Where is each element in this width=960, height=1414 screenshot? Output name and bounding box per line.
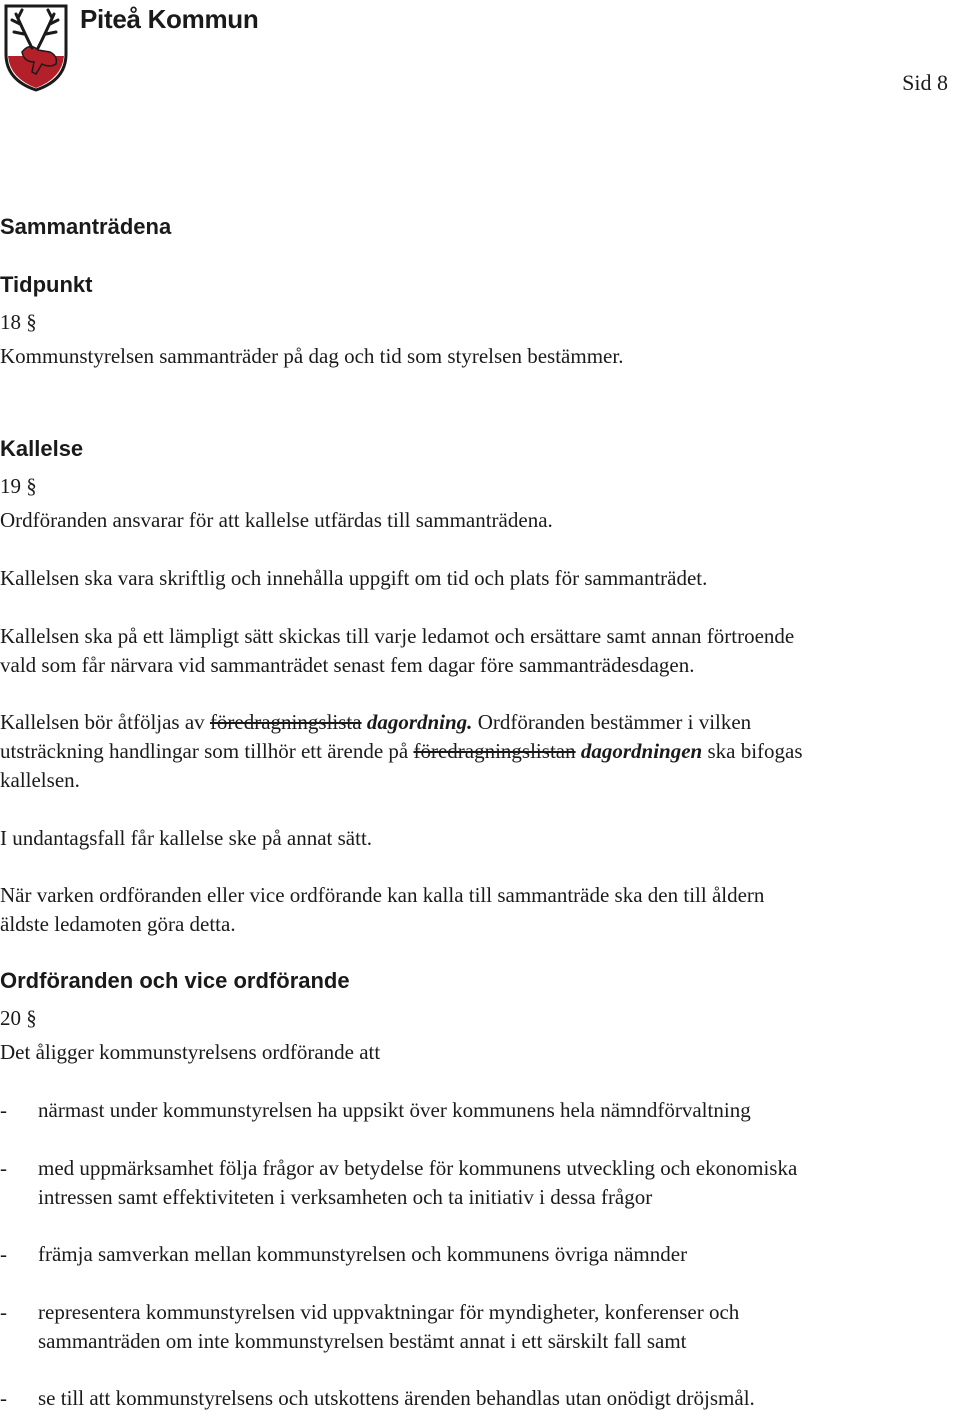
page-number: Sid 8 xyxy=(902,70,948,95)
list-item-text: med uppmärksamhet följa frågor av betydelse för kommunens utveckling och ekonomiska xyxy=(38,1156,798,1180)
paragraph-number: 18 § xyxy=(0,310,37,334)
body-text: När varken ordföranden eller vice ordförande kan kalla till sammanträde ska den till åldern xyxy=(0,883,765,907)
struck-text: föredragningslistan xyxy=(413,739,576,763)
inserted-text: dagordning. xyxy=(361,710,473,734)
body-text: I undantagsfall får kallelse ske på annat sätt. xyxy=(0,826,373,850)
text-run: utsträckning handlingar som tillhör ett ärende på xyxy=(0,739,414,763)
brand-name: Piteå Kommun xyxy=(80,4,259,34)
main-title: Sammanträdena xyxy=(0,214,172,239)
list-item-text: representera kommunstyrelsen vid uppvaktningar för myndigheter, konferenser och xyxy=(38,1300,740,1324)
body-text: Det åligger kommunstyrelsens ordförande att xyxy=(0,1040,381,1064)
text-run: Ordföranden bestämmer i vilken xyxy=(472,710,752,734)
reindeer-coat-of-arms-icon xyxy=(2,2,70,92)
heading-ordforanden: Ordföranden och vice ordförande xyxy=(0,968,350,993)
list-dash: - xyxy=(0,1300,7,1324)
list-item-text: se till att kommunstyrelsens och utskottens ärenden behandlas utan onödigt dröjsmål. xyxy=(38,1386,755,1410)
list-dash: - xyxy=(0,1156,7,1180)
paragraph-number: 20 § xyxy=(0,1006,37,1030)
list-dash: - xyxy=(0,1386,7,1410)
body-text: äldste ledamoten göra detta. xyxy=(0,912,236,936)
list-dash: - xyxy=(0,1098,7,1122)
body-text-amended xyxy=(0,737,958,766)
inserted-text: dagordningen xyxy=(575,739,703,763)
list-item-text: sammanträden om inte kommunstyrelsen bestämt annat i ett särskilt fall samt xyxy=(38,1329,687,1353)
body-text: Kallelsen ska vara skriftlig och innehålla uppgift om tid och plats för sammanträdet. xyxy=(0,566,708,590)
struck-text: föredragningslista xyxy=(209,710,362,734)
heading-tidpunkt: Tidpunkt xyxy=(0,272,93,297)
body-text: Ordföranden ansvarar för att kallelse utfärdas till sammanträdena. xyxy=(0,508,553,532)
list-dash: - xyxy=(0,1242,7,1266)
body-text: Kallelsen ska på ett lämpligt sätt skickas till varje ledamot och ersättare samt annan förtroende xyxy=(0,624,795,648)
text-run: ska bifogas xyxy=(702,739,803,763)
body-text-amended xyxy=(0,708,958,737)
list-item-text: främja samverkan mellan kommunstyrelsen och kommunens övriga nämnder xyxy=(38,1242,688,1266)
body-text: Kommunstyrelsen sammanträder på dag och tid som styrelsen bestämmer. xyxy=(0,344,624,368)
body-text: kallelsen. xyxy=(0,768,80,792)
text-run: Kallelsen bör åtföljas av xyxy=(0,710,210,734)
list-item-text: intressen samt effektiviteten i verksamheten och ta initiativ i dessa frågor xyxy=(38,1185,653,1209)
list-item-text: närmast under kommunstyrelsen ha uppsikt över kommunens hela nämndförvaltning xyxy=(38,1098,751,1122)
heading-kallelse: Kallelse xyxy=(0,436,84,461)
page-header xyxy=(0,0,960,110)
paragraph-number: 19 § xyxy=(0,474,37,498)
body-text: vald som får närvara vid sammanträdet senast fem dagar före sammanträdesdagen. xyxy=(0,653,695,677)
